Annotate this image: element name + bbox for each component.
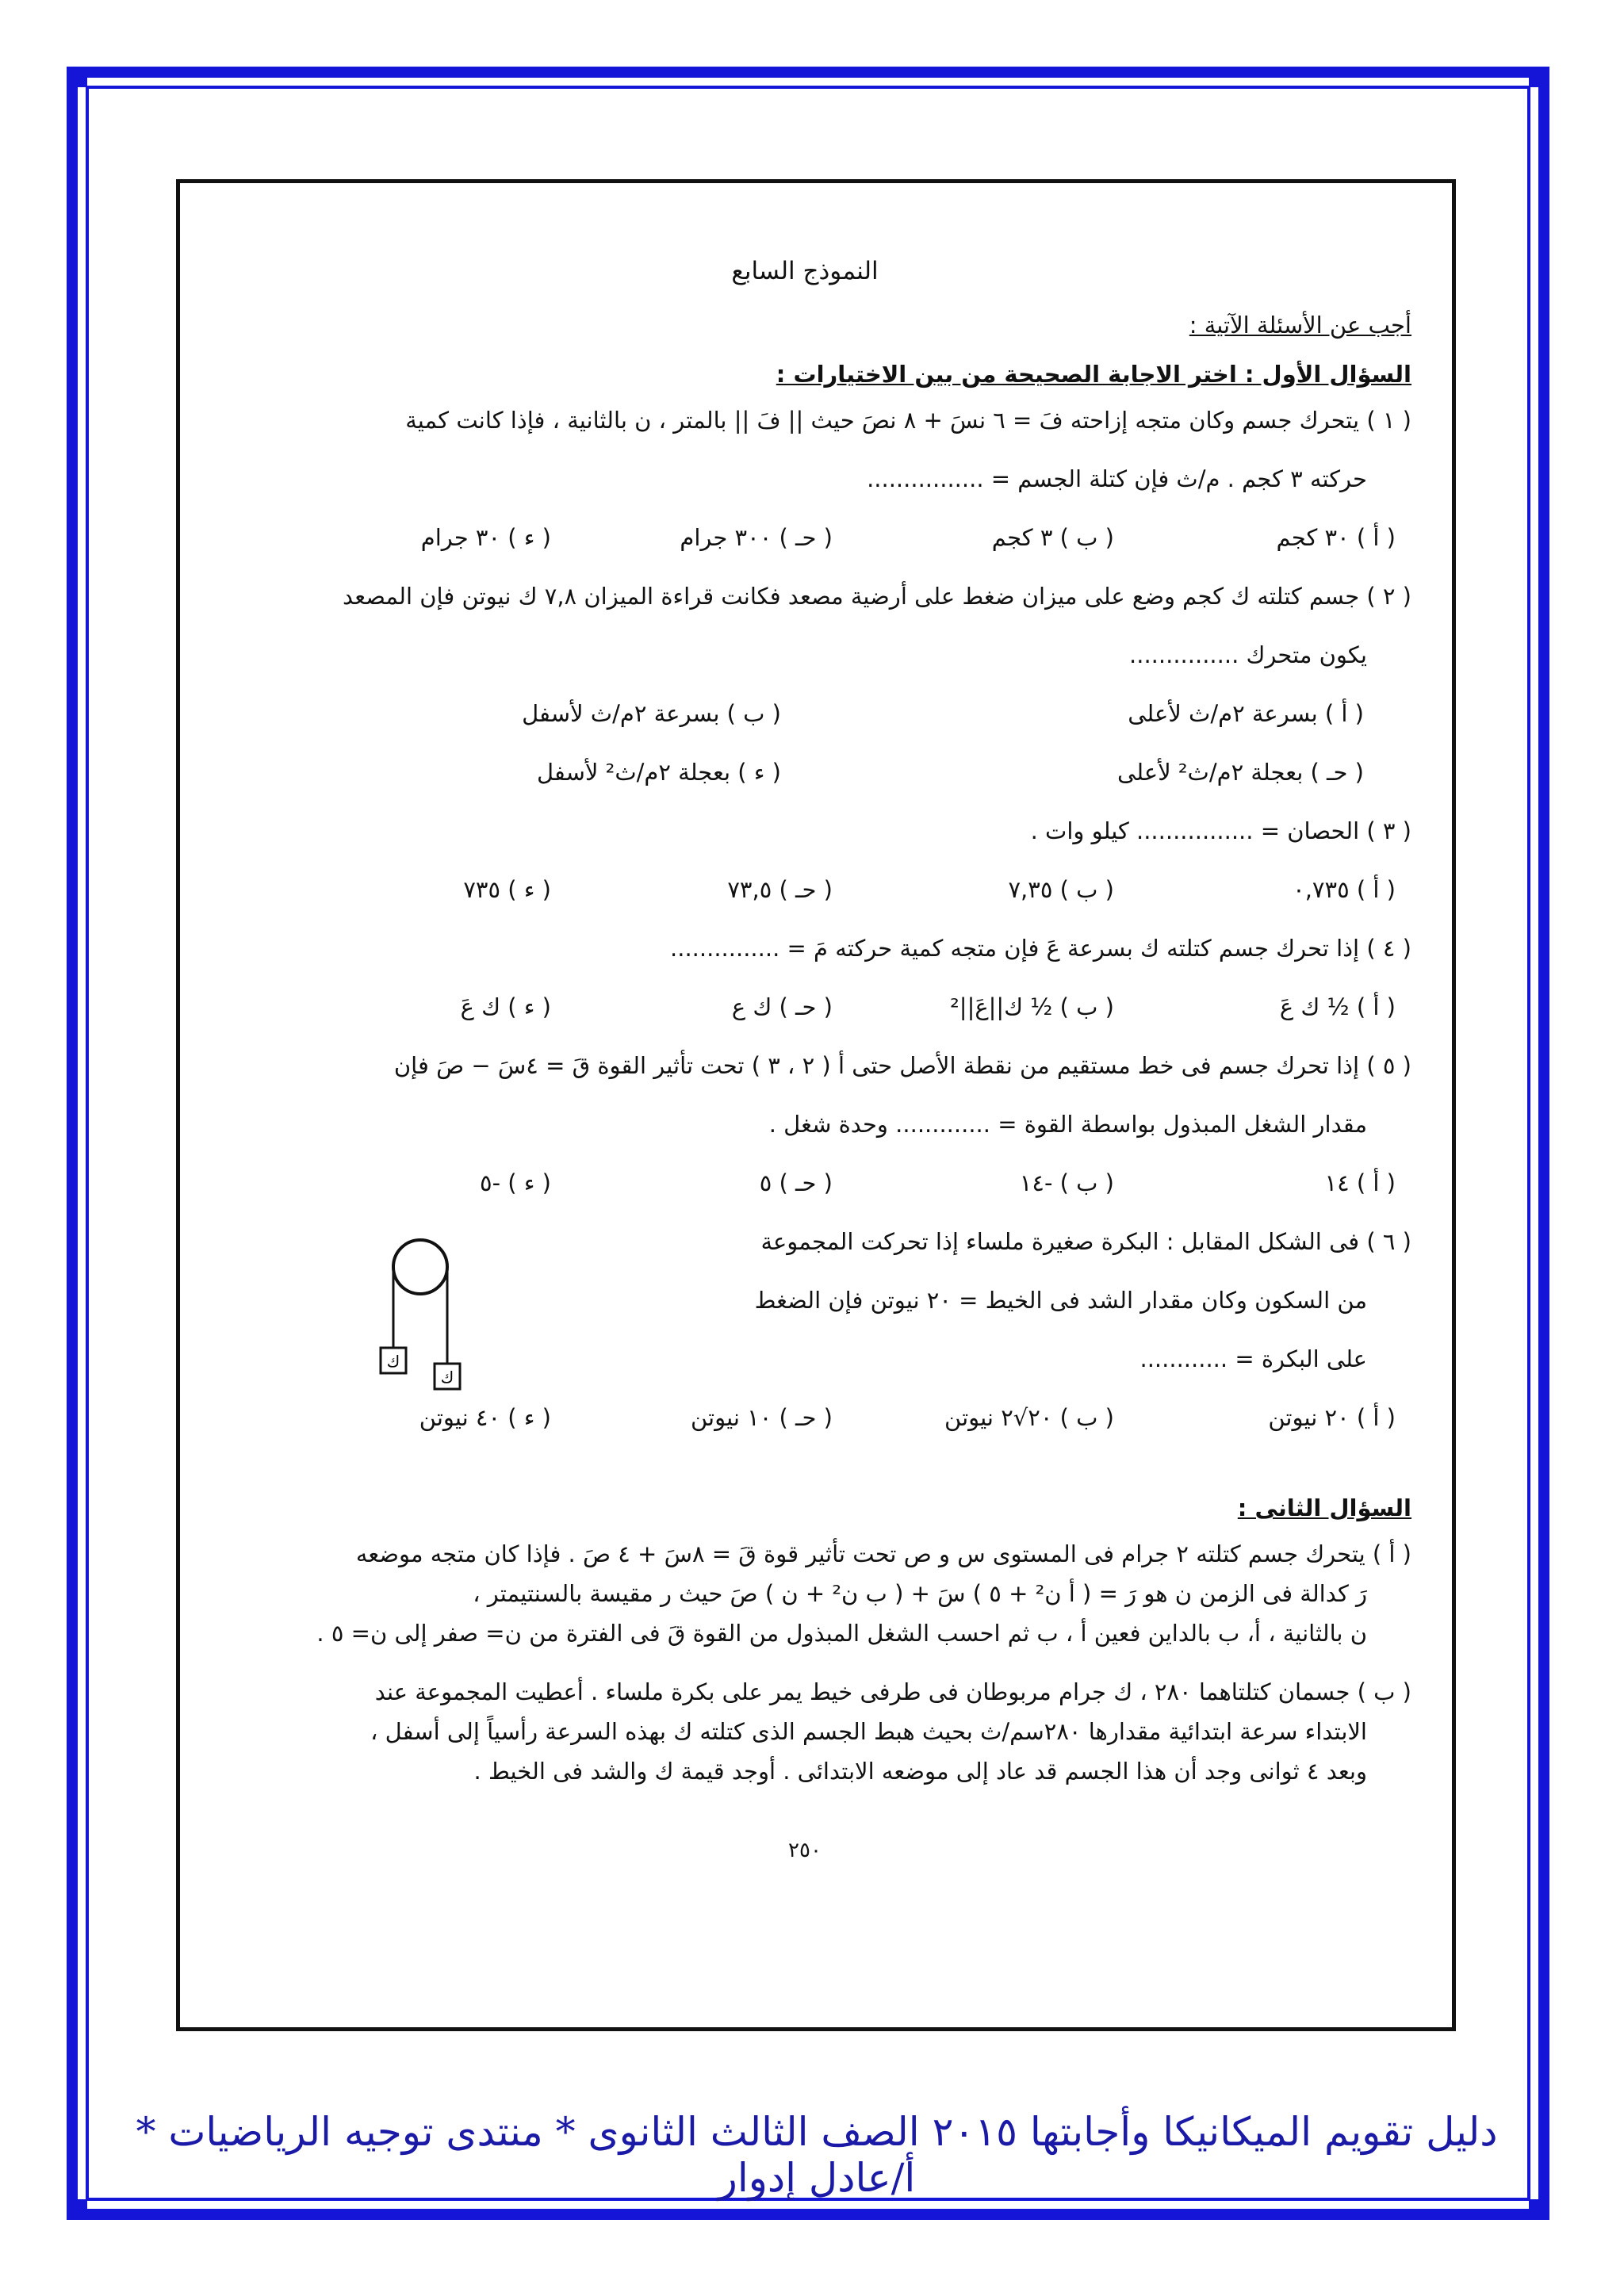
exam-content	[198, 254, 1411, 1868]
q6-options	[198, 1400, 1411, 1435]
q5-option-a: ( أ ) ١٤	[1324, 1169, 1396, 1196]
page-title: النموذج السابع	[731, 257, 879, 285]
q4-options	[198, 989, 1411, 1024]
q3-option-c: ( حـ ) ٧٣,٥	[727, 876, 833, 903]
s2b-line2: الابتداء سرعة ابتدائية مقدارها ٢٨٠سم/ث بحيث هبط الجسم الذى كتلته ك بهذه السرعة رأسياً إلى أسفل ،	[370, 1718, 1367, 1745]
footer: دليل تقويم الميكانيكا وأجابتها ٢٠١٥ الصف الثالث الثانوى * منتدى توجيه الرياضيات * أ/عادل إدوار	[136, 2109, 1498, 2201]
page-number: ٢٥٠	[788, 1839, 822, 1862]
q6-option-c: ( حـ ) ١٠ نيوتن	[690, 1404, 833, 1431]
frame-corner	[1529, 67, 1549, 87]
s2b-line3: وبعد ٤ ثوانى وجد أن هذا الجسم قد عاد إلى موضعه الابتدائى . أوجد قيمة ك والشد فى الخيط .	[473, 1758, 1367, 1785]
frame-corner	[67, 2199, 87, 2220]
q1-line2: حركته ٣ كجم . م/ث فإن كتلة الجسم = ................	[867, 465, 1367, 492]
q1-option-d: ( ء ) ٣٠ جرام	[420, 524, 551, 551]
s2a-line2: رَ كدالة فى الزمن ن هو رَ = ( أ ن² + ٥ ) سَ + ( ب ن² + ن ) صَ حيث ر مقيسة بالسنتيمتر ،	[473, 1580, 1367, 1607]
q5-option-b: ( ب ) -١٤	[1019, 1169, 1114, 1196]
pulley-diagram	[373, 1237, 476, 1395]
q4-line1: ( ٤ ) إذا تحرك جسم كتلته ك بسرعة عَ فإن متجه كمية حركته مَ = ...............	[670, 935, 1411, 962]
pulley-wheel	[393, 1240, 447, 1294]
q6-option-b: ( ب ) ٢٠√٢ نيوتن	[944, 1404, 1114, 1431]
s2a-line1: ( أ ) يتحرك جسم كتلته ٢ جرام فى المستوى س و ص تحت تأثير قوة قَ = ٨سَ + ٤ صَ . فإذا كان متجه موضعه	[355, 1540, 1411, 1567]
q1-line1: ( ١ ) يتحرك جسم وكان متجه إزاحته فَ = ٦ نسَ + ٨ نصَ حيث || فَ || بالمتر ، ن بالثانية ، فإذا كانت كمية	[405, 407, 1411, 434]
q1-options	[198, 520, 1411, 555]
q5-option-c: ( حـ ) ٥	[759, 1169, 833, 1196]
q2-options-row2	[198, 755, 1411, 790]
q2-option-d: ( ء ) بعجلة ٢م/ث² لأسفل	[536, 759, 781, 786]
q3-option-b: ( ب ) ٧,٣٥	[1008, 876, 1114, 903]
q6-line3: على البكرة = ............	[1139, 1345, 1367, 1372]
q4-option-c: ( حـ ) ك ع	[731, 993, 833, 1020]
q3-options	[198, 872, 1411, 907]
q3-option-a: ( أ ) ٠,٧٣٥	[1293, 876, 1396, 903]
q6-line1: ( ٦ ) فى الشكل المقابل : البكرة صغيرة ملساء إذا تحركت المجموعة	[760, 1228, 1411, 1255]
q3-option-d: ( ء ) ٧٣٥	[463, 876, 551, 903]
q5-options	[198, 1165, 1411, 1200]
q2-line1: ( ٢ ) جسم كتلته ك كجم وضع على ميزان ضغط على أرضية مصعد فكانت قراءة الميزان ٧,٨ ك نيوتن فإن المصعد	[343, 583, 1411, 610]
q6-option-d: ( ء ) ٤٠ نيوتن	[419, 1404, 551, 1431]
q3-line1: ( ٣ ) الحصان = ................ كيلو وات .	[1030, 817, 1411, 844]
instruction: أجب عن الأسئلة الآتية :	[1189, 312, 1411, 339]
q1-option-c: ( حـ ) ٣٠٠ جرام	[680, 524, 833, 551]
q6-option-a: ( أ ) ٢٠ نيوتن	[1268, 1404, 1396, 1431]
q2-line2: يكون متحرك ...............	[1129, 641, 1367, 668]
s2a-line3: ن بالثانية ، أ، ب بالداين فعين أ ، ب ثم احسب الشغل المبذول من القوة قَ فى الفترة من ن= صفر إلى ن= ٥ .	[316, 1620, 1367, 1647]
left-mass-label: ك	[386, 1352, 400, 1371]
section2-heading: السؤال الثانى :	[1237, 1494, 1411, 1521]
q6-line2: من السكون وكان مقدار الشد فى الخيط = ٢٠ نيوتن فإن الضغط	[754, 1287, 1367, 1314]
q5-line2: مقدار الشغل المبذول بواسطة القوة = ............. وحدة شغل .	[768, 1111, 1367, 1138]
q1-option-b: ( ب ) ٣ كجم	[991, 524, 1114, 551]
section1-heading: السؤال الأول : اختر الاجابة الصحيحة من بين الاختيارات :	[776, 361, 1411, 388]
s2b-line1: ( ب ) جسمان كتلتاهما ٢٨٠ ، ك جرام مربوطان فى طرفى خيط يمر على بكرة ملساء . أعطيت المجموعة عند	[374, 1678, 1411, 1705]
q2-option-a: ( أ ) بسرعة ٢م/ث لأعلى	[1128, 700, 1364, 727]
q5-line1: ( ٥ ) إذا تحرك جسم فى خط مستقيم من نقطة الأصل حتى أ ( ٢ ، ٣ ) تحت تأثير القوة قَ = ٤سَ − صَ فإن	[393, 1052, 1411, 1079]
frame-corner	[1529, 2199, 1549, 2220]
q1-option-a: ( أ ) ٣٠ كجم	[1276, 524, 1396, 551]
q4-option-b: ( ب ) ½ ك||عَ||²	[950, 993, 1114, 1020]
frame-corner	[67, 67, 87, 87]
q4-option-a: ( أ ) ½ ك عَ	[1279, 993, 1396, 1020]
q2-option-b: ( ب ) بسرعة ٢م/ث لأسفل	[522, 700, 781, 727]
q2-options-row1	[198, 696, 1411, 731]
q2-option-c: ( حـ ) بعجلة ٢م/ث² لأعلى	[1117, 759, 1364, 786]
q5-option-d: ( ء ) -٥	[480, 1169, 551, 1196]
right-mass-label: ك	[440, 1368, 454, 1387]
q4-option-d: ( ء ) ك عَ	[460, 993, 551, 1020]
